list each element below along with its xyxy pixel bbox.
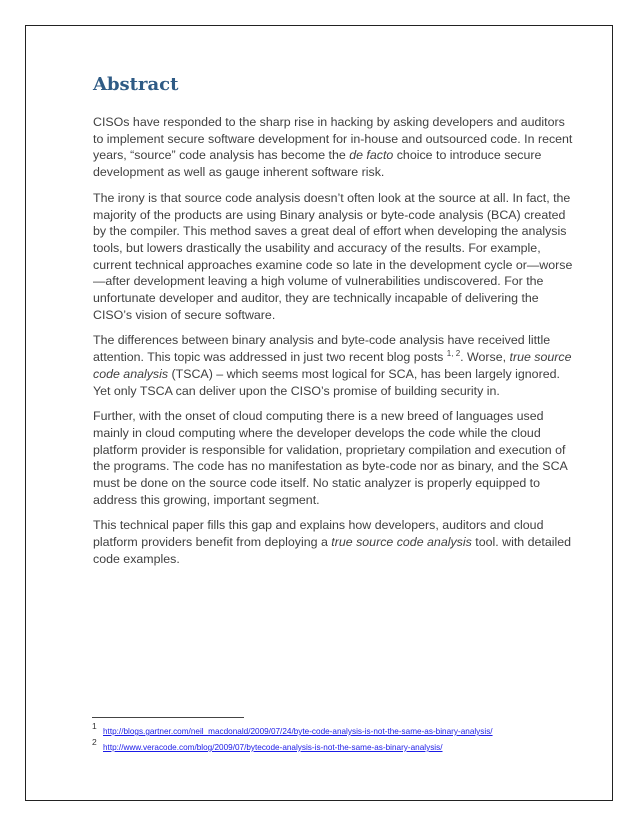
footnote-link-2[interactable]: http://www.veracode.com/blog/2009/07/bytecode-analysis-is-not-the-same-as-binary-analysis/ (103, 743, 443, 752)
footnote-reference: 1, 2 (446, 349, 461, 359)
footnote-divider (92, 717, 244, 718)
section-title: Abstract (93, 74, 179, 95)
footnote-number: 2 (92, 737, 97, 747)
document-page (25, 25, 613, 801)
paragraph-5-text-c: tool. with detailed code examples. (93, 535, 571, 566)
paragraph-5-emphasis: true source code analysis (331, 535, 472, 550)
paragraph-1-text-c: choice to introduce secure development as well as gauge inherent software risk. (93, 148, 542, 180)
paragraph-5 (93, 517, 573, 567)
paragraph-2: The irony is that source code analysis doesn’t often look at the source at all. In fact, the majority of the products are using Binary analysis or byte-code analysis (BCA) created by the compiler. This method saves a great deal of effort when developing the analysis tools, but lowers drastically the usability and accuracy of the results. For example, current technical approaches examine code so late in the development cycle or—worse—after development leaving a high volume of vulnerabilities undiscovered. For the unfortunate developer and auditor, they are technically incapable of delivering the CISO’s vision of secure software. (93, 190, 573, 322)
paragraph-3-text-b: . Worse, (460, 350, 510, 365)
paragraph-3-text-d: (TSCA) – which seems most logical for SCA, has been largely ignored. Yet only TSCA can deliver upon the CISO’s promise of building security in. (93, 366, 560, 398)
abstract-section (93, 74, 573, 577)
footnote-link-1[interactable]: http://blogs.gartner.com/neil_macdonald/2009/07/24/byte-code-analysis-is-not-the-same-as-binary-analysis/ (103, 727, 493, 736)
footnote-number: 1 (92, 721, 97, 731)
paragraph-4: Further, with the onset of cloud computing there is a new breed of languages used mainly in cloud computing where the developer develops the code while the cloud platform provider is responsible for validation, proprietary compilation and execution of the programs. The code has no manifestation as byte-code nor as binary, and the SCA must be done on the source code itself. No static analyzer is properly equipped to address this growing, important segment. (93, 409, 568, 507)
footnote-1 (92, 721, 592, 737)
paragraph-5-text-a: This technical paper fills this gap and explains how developers, auditors and cloud platform providers benefit from deploying a (93, 518, 544, 550)
paragraph-1 (93, 114, 573, 181)
paragraph-3-text-a: The differences between binary analysis and byte-code analysis have received little attention. This topic was addressed in just two recent blog posts (93, 333, 551, 365)
paragraph-3 (93, 332, 573, 399)
paragraph-3-emphasis: true source code analysis (93, 350, 572, 381)
footnotes (92, 721, 592, 753)
footnote-2 (92, 737, 592, 753)
paragraph-1-emphasis: de facto (349, 148, 394, 163)
paragraph-1-text-a: CISOs have responded to the sharp rise in hacking by asking developers and auditors to implement secure software development for in-house and outsourced code. In recent years, “source” code analysis has become the (93, 115, 573, 163)
